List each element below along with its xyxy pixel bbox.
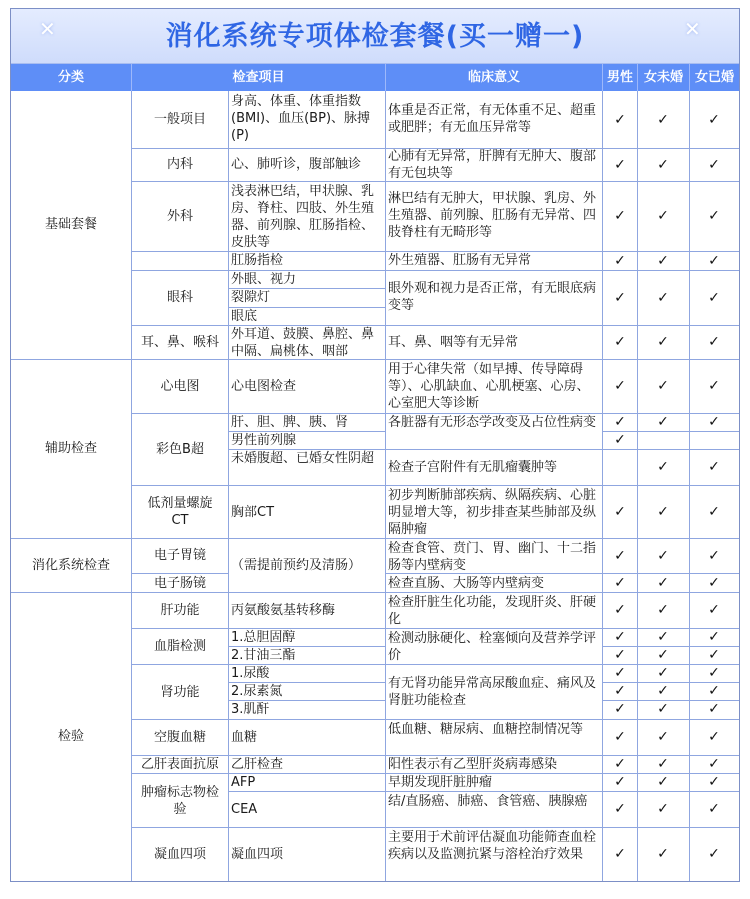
meaning-ecg: 用于心律失常（如早搏、传导障碍等）、心肌缺血、心肌梗塞、心房、心室肥大等诊断 (388, 362, 590, 411)
item-coag: 凝血四项 (231, 847, 284, 862)
check-mark: ✓ (614, 846, 626, 862)
subitem-eye: 眼科 (166, 290, 193, 305)
check-mark: ✓ (657, 290, 669, 306)
category-lab: 检验 (57, 729, 84, 744)
meaning-general: 体重是否正常，有无体重不足、超重或肥胖；有无血压异常等 (388, 103, 597, 135)
subitem-general: 一般项目 (153, 112, 206, 127)
check-mark: ✓ (614, 774, 626, 790)
check-mark: ✓ (657, 459, 669, 475)
check-mark: ✓ (657, 647, 669, 663)
check-mark: ✓ (708, 504, 720, 520)
check-mark: ✓ (657, 157, 669, 173)
check-mark: ✓ (614, 504, 626, 520)
item-eye-1: 外眼、视力 (231, 272, 297, 287)
check-mark: ✓ (614, 334, 626, 350)
meaning-ct: 初步判断肺部疾病、纵隔疾病、心脏明显增大等，初步排查某些肺部及纵隔肿瘤 (388, 488, 597, 537)
header-female-unmarried: 女未婚 (643, 70, 683, 85)
meaning-kidney: 有无肾功能异常高尿酸血症、痛风及肾脏功能检查 (388, 676, 597, 708)
check-mark: ✓ (614, 208, 626, 224)
subitem-coag: 凝血四项 (153, 847, 206, 862)
check-mark: ✓ (614, 701, 626, 717)
subitem-kidney: 肾功能 (160, 685, 200, 700)
header-male: 男性 (606, 70, 633, 85)
meaning-liver: 检查肝脏生化功能，发现肝炎、肝硬化 (388, 595, 597, 627)
item-lipid-2: 2.甘油三酯 (231, 648, 296, 663)
item-b2: 男性前列腺 (231, 433, 297, 448)
check-mark: ✓ (657, 208, 669, 224)
subitem-ecg: 心电图 (160, 379, 200, 394)
check-mark: ✓ (614, 112, 626, 128)
check-mark: ✓ (614, 801, 626, 817)
check-mark: ✓ (614, 290, 626, 306)
check-mark: ✓ (614, 378, 626, 394)
subitem-gastroscope: 电子胃镜 (153, 548, 206, 563)
meaning-afp: 早期发现肝脏肿瘤 (388, 775, 493, 790)
subitem-surgery: 外科 (166, 209, 193, 224)
meaning-hbsag: 阳性表示有乙型肝炎病毒感染 (388, 757, 558, 772)
check-mark: ✓ (708, 575, 720, 591)
meaning-glucose: 低血糖、糖尿病、血糖控制情况等 (388, 722, 584, 737)
check-mark: ✓ (614, 548, 626, 564)
meaning-b3: 检查子宫附件有无肌瘤囊肿等 (388, 460, 558, 475)
check-mark: ✓ (708, 846, 720, 862)
check-mark: ✓ (708, 334, 720, 350)
check-mark: ✓ (657, 253, 669, 269)
check-mark: ✓ (614, 647, 626, 663)
check-mark: ✓ (708, 774, 720, 790)
item-afp: AFP (231, 775, 256, 790)
check-mark: ✓ (708, 665, 720, 681)
item-surgery: 浅表淋巴结，甲状腺、乳房、脊柱、四肢、外生殖器、前列腺、肛肠指检、皮肤等 (231, 184, 375, 250)
subitem-internal: 内科 (166, 157, 193, 172)
check-mark: ✓ (657, 756, 669, 772)
category-basic: 基础套餐 (44, 217, 97, 232)
header-items: 检查项目 (232, 70, 285, 85)
check-mark: ✓ (708, 602, 720, 618)
check-mark: ✓ (708, 548, 720, 564)
subitem-glucose: 空腹血糖 (153, 730, 206, 745)
check-mark: ✓ (657, 801, 669, 817)
check-mark: ✓ (614, 756, 626, 772)
check-mark: ✓ (614, 414, 626, 430)
meaning-anal: 外生殖器、肛肠有无异常 (388, 253, 532, 268)
check-mark: ✓ (708, 157, 720, 173)
meaning-b1: 各脏器有无形态学改变及占位性病变 (388, 415, 597, 430)
check-mark: ✓ (657, 414, 669, 430)
item-ent: 外耳道、鼓膜、鼻腔、鼻中隔、扁桃体、咽部 (231, 327, 375, 359)
check-mark: ✓ (708, 801, 720, 817)
check-mark: ✓ (708, 208, 720, 224)
item-ct: 胸部CT (231, 505, 275, 520)
check-mark: ✓ (657, 548, 669, 564)
check-mark: ✓ (657, 683, 669, 699)
item-endoscopy-note: （需提前预约及清肠） (231, 558, 362, 573)
check-mark: ✓ (657, 665, 669, 681)
meaning-lipid: 检测动脉硬化、栓塞倾向及营养学评价 (388, 631, 597, 663)
page-title: 消化系统专项体检套餐(买一赠一) (165, 21, 585, 52)
item-anal: 肛肠指检 (231, 253, 284, 268)
category-digestive: 消化系统检查 (31, 558, 110, 573)
check-mark: ✓ (657, 701, 669, 717)
check-mark: ✓ (614, 602, 626, 618)
check-mark: ✓ (708, 701, 720, 717)
check-mark: ✓ (657, 334, 669, 350)
check-mark: ✓ (708, 647, 720, 663)
check-mark: ✓ (708, 378, 720, 394)
item-kidney-2: 2.尿素氮 (231, 684, 283, 699)
check-mark: ✓ (657, 602, 669, 618)
item-liver: 丙氨酸氨基转移酶 (231, 603, 336, 618)
meaning-gastroscope: 检查食管、贲门、胃、幽门、十二指肠等内壁病变 (388, 541, 597, 573)
meaning-coag: 主要用于术前评估凝血功能筛查血栓疾病以及监测抗紧与溶栓治疗效果 (388, 830, 597, 862)
header-female-married: 女已婚 (694, 70, 734, 85)
meaning-surgery: 淋巴结有无肿大，甲状腺、乳房、外生殖器、前列腺、肛肠有无异常、四肢脊柱有无畸形等 (388, 191, 597, 240)
header-meaning: 临床意义 (467, 70, 520, 85)
check-mark: ✓ (657, 378, 669, 394)
item-hbsag: 乙肝检查 (231, 757, 284, 772)
subitem-lipid: 血脂检测 (153, 639, 206, 654)
meaning-cea: 结/直肠癌、肺癌、食管癌、胰腺癌 (388, 794, 588, 809)
check-mark: ✓ (614, 253, 626, 269)
subitem-color-b: 彩色B超 (156, 442, 204, 457)
check-mark: ✓ (657, 774, 669, 790)
item-kidney-3: 3.肌酐 (231, 702, 270, 717)
item-kidney-1: 1.尿酸 (231, 666, 270, 681)
check-mark: ✓ (708, 756, 720, 772)
check-mark: ✓ (708, 253, 720, 269)
item-general: 身高、体重、体重指数(BMI)、血压(BP)、脉搏(P) (231, 94, 371, 143)
item-cea: CEA (231, 802, 258, 817)
meaning-internal: 心肺有无异常，肝脾有无肿大、腹部有无包块等 (388, 149, 597, 181)
check-mark: ✓ (657, 846, 669, 862)
check-mark: ✓ (657, 575, 669, 591)
item-b1: 肝、胆、脾、胰、肾 (231, 415, 349, 430)
check-mark: ✓ (708, 414, 720, 430)
check-mark: ✓ (614, 683, 626, 699)
item-ecg: 心电图检查 (231, 379, 297, 394)
check-mark: ✓ (614, 157, 626, 173)
check-mark: ✓ (657, 629, 669, 645)
item-eye-3: 眼底 (231, 309, 258, 324)
subitem-ct: 低剂量螺旋CT (147, 496, 213, 528)
check-mark: ✓ (708, 729, 720, 745)
meaning-eye: 眼外观和视力是否正常，有无眼底病变等 (388, 281, 597, 313)
check-mark: ✓ (657, 112, 669, 128)
check-mark: ✓ (614, 432, 626, 448)
check-mark: ✓ (614, 729, 626, 745)
check-mark: ✓ (614, 629, 626, 645)
check-mark: ✓ (708, 290, 720, 306)
header-category: 分类 (57, 70, 84, 85)
subitem-liver: 肝功能 (160, 603, 200, 618)
check-mark: ✓ (708, 629, 720, 645)
item-internal: 心、肺听诊，腹部触诊 (231, 157, 362, 172)
item-b3: 未婚腹超、已婚女性阴超 (231, 451, 375, 466)
check-mark: ✓ (657, 504, 669, 520)
subitem-ent: 耳、鼻、喉科 (140, 335, 219, 350)
check-mark: ✓ (708, 459, 720, 475)
subitem-tumor: 肿瘤标志物检验 (140, 785, 219, 817)
item-lipid-1: 1.总胆固醇 (231, 630, 296, 645)
sparkle-icon: ✕ (684, 17, 701, 41)
item-glucose: 血糖 (231, 730, 258, 745)
check-mark: ✓ (708, 683, 720, 699)
subitem-hbsag: 乙肝表面抗原 (140, 757, 219, 772)
meaning-ent: 耳、鼻、咽等有无异常 (388, 335, 519, 350)
package-card (10, 8, 740, 882)
check-mark: ✓ (614, 575, 626, 591)
check-mark: ✓ (708, 112, 720, 128)
subitem-colonoscope: 电子肠镜 (153, 576, 206, 591)
meaning-colonoscope: 检查直肠、大肠等内壁病变 (388, 576, 545, 591)
check-mark: ✓ (614, 665, 626, 681)
sparkle-icon: ✕ (39, 17, 56, 41)
category-auxiliary: 辅助检查 (44, 441, 97, 456)
item-eye-2: 裂隙灯 (231, 290, 271, 305)
check-mark: ✓ (657, 729, 669, 745)
